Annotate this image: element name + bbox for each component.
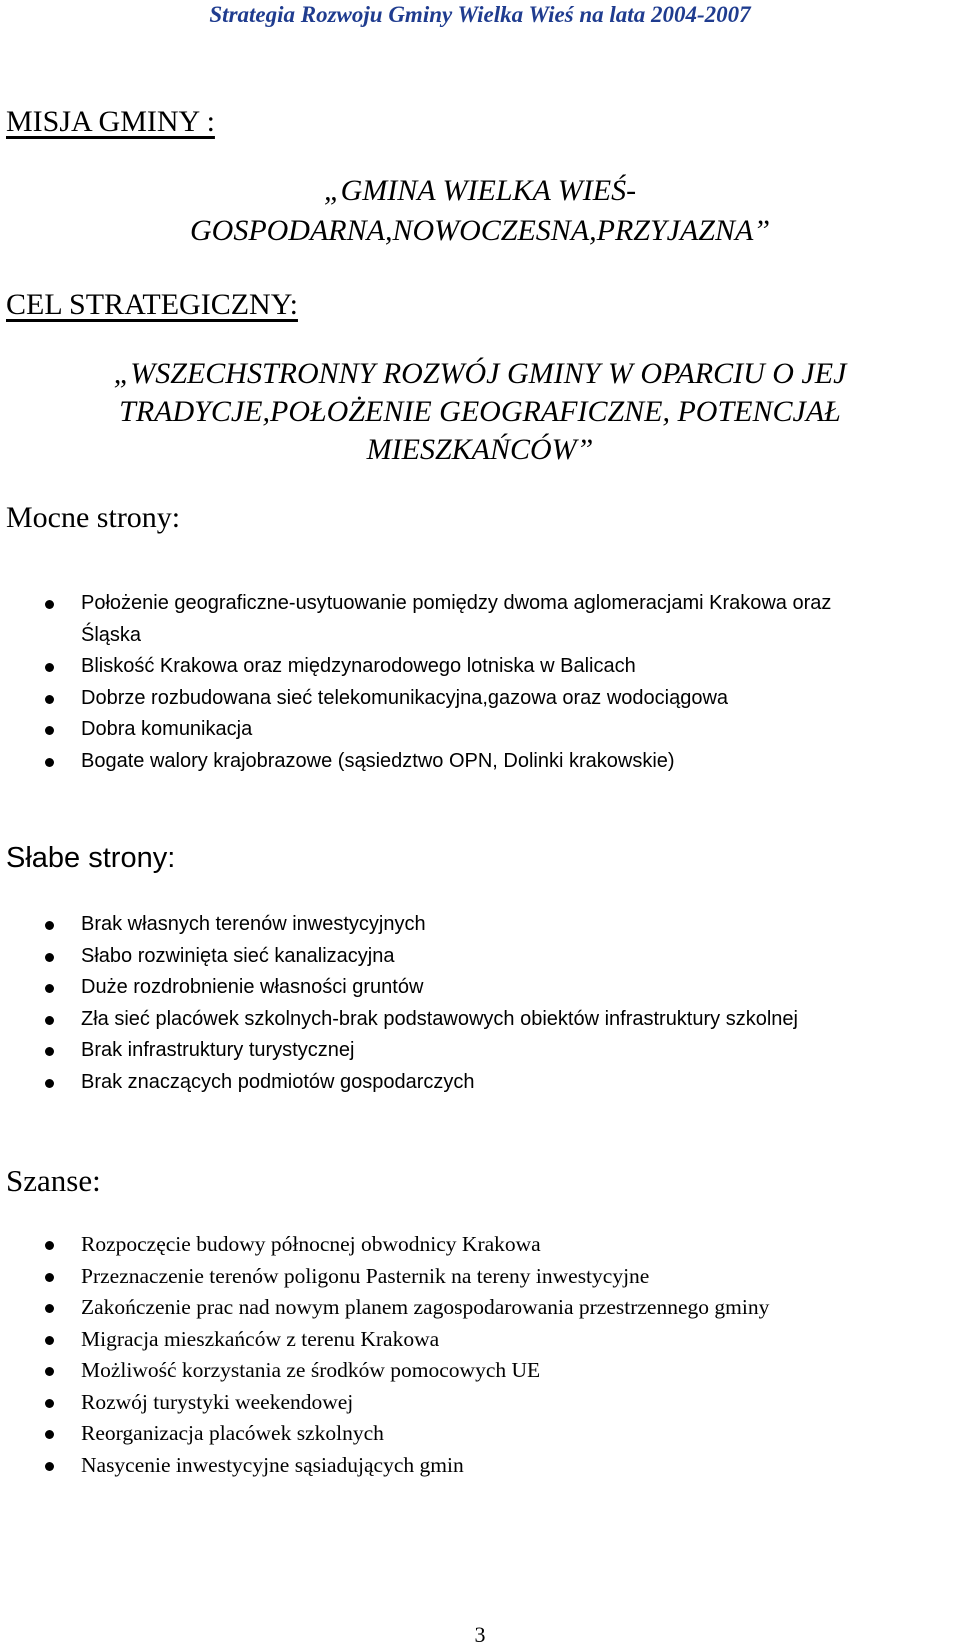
list-item [0, 714, 960, 746]
list-item-text: Brak infrastruktury turystycznej [81, 1039, 355, 1061]
list-item [0, 941, 960, 973]
bullet-icon [45, 953, 54, 962]
list-item-text: Bogate walory krajobrazowe (sąsiedztwo OPN, Dolinki krakowskie) [81, 749, 675, 772]
mission-line-1: „GMINA WIELKA WIEŚ- [323, 174, 637, 207]
bullet-icon [45, 1016, 54, 1025]
list-item [0, 1229, 960, 1261]
strengths-heading: Mocne strony: [6, 501, 181, 534]
list-item-text: Rozpoczęcie budowy północnej obwodnicy Krakowa [81, 1232, 541, 1256]
list-item-text: Migracja mieszkańców z terenu Krakowa [81, 1326, 440, 1351]
list-item [0, 1035, 960, 1067]
mission-label: MISJA GMINY : [6, 105, 215, 138]
list-item [0, 651, 960, 683]
bullet-icon [45, 921, 54, 930]
bullet-icon [45, 1273, 54, 1282]
list-item [0, 1418, 960, 1450]
list-item [0, 1387, 960, 1419]
bullet-icon [45, 1462, 54, 1471]
list-item-text: Możliwość korzystania ze środków pomocowych UE [81, 1358, 541, 1382]
list-item [0, 746, 960, 778]
bullet-icon [45, 1241, 54, 1250]
opportunities-heading: Szanse: [6, 1163, 101, 1198]
bullet-icon [45, 758, 54, 767]
list-item-text: Reorganizacja placówek szkolnych [81, 1421, 384, 1445]
strategic-goal-line-1: „WSZECHSTRONNY ROZWÓJ GMINY W OPARCIU O JEJ [113, 357, 847, 390]
bullet-icon [45, 726, 54, 735]
bullet-icon [45, 1336, 54, 1345]
list-item-text: Przeznaczenie terenów poligonu Pasternik na tereny inwestycyjne [81, 1263, 650, 1288]
bullet-icon [45, 600, 54, 609]
strengths-list [0, 588, 960, 777]
weaknesses-heading: Słabe strony: [6, 842, 176, 874]
bullet-icon [45, 695, 54, 704]
list-item [0, 683, 960, 715]
list-item [0, 1004, 960, 1036]
list-item-text: Zła sieć placówek szkolnych-brak podstawowych obiektów infrastruktury szkolnej [81, 1007, 798, 1030]
list-item [0, 1261, 960, 1293]
opportunities-list [0, 1229, 960, 1481]
list-item [0, 1324, 960, 1356]
list-item-text: Dobrze rozbudowana sieć telekomunikacyjna,gazowa oraz wodociągowa [81, 686, 729, 709]
bullet-icon [45, 1399, 54, 1408]
list-item [0, 1450, 960, 1482]
list-item [0, 588, 960, 651]
list-item [0, 1067, 960, 1099]
list-item-text: Rozwój turystyki weekendowej [81, 1389, 354, 1414]
list-item-text: Położenie geograficzne-usytuowanie pomiędzy dwoma aglomeracjami Krakowa oraz [81, 592, 832, 614]
list-item-text: Brak znaczących podmiotów gospodarczych [81, 1070, 475, 1093]
bullet-icon [45, 1430, 54, 1439]
bullet-icon [45, 1367, 54, 1376]
bullet-icon [45, 984, 54, 993]
strategic-goal-line-2: TRADYCJE,POŁOŻENIE GEOGRAFICZNE, POTENCJAŁ [119, 395, 841, 428]
strategic-goal-label: CEL STRATEGICZNY: [6, 288, 298, 321]
bullet-icon [45, 663, 54, 672]
list-item-continuation: Śląska [81, 623, 142, 646]
weaknesses-list [0, 909, 960, 1098]
list-item-text: Zakończenie prac nad nowym planem zagospodarowania przestrzennego gminy [81, 1295, 770, 1319]
running-header: Strategia Rozwoju Gminy Wielka Wieś na lata 2004-2007 [209, 2, 751, 27]
list-item [0, 1292, 960, 1324]
list-item [0, 909, 960, 941]
list-item-text: Brak własnych terenów inwestycyjnych [81, 913, 426, 935]
list-item [0, 1355, 960, 1387]
list-item-text: Słabo rozwinięta sieć kanalizacyjna [81, 944, 395, 967]
strategic-goal-line-3: MIESZKAŃCÓW” [366, 433, 594, 466]
list-item-text: Duże rozdrobnienie własności gruntów [81, 976, 424, 998]
bullet-icon [45, 1047, 54, 1056]
list-item [0, 972, 960, 1004]
list-item-text: Dobra komunikacja [81, 718, 253, 740]
bullet-icon [45, 1304, 54, 1313]
mission-line-2: GOSPODARNA,NOWOCZESNA,PRZYJAZNA” [189, 214, 771, 247]
page-number: 3 [474, 1622, 486, 1647]
list-item-text: Nasycenie inwestycyjne sąsiadujących gmin [81, 1452, 464, 1477]
list-item-text: Bliskość Krakowa oraz międzynarodowego lotniska w Balicach [81, 655, 636, 677]
bullet-icon [45, 1079, 54, 1088]
